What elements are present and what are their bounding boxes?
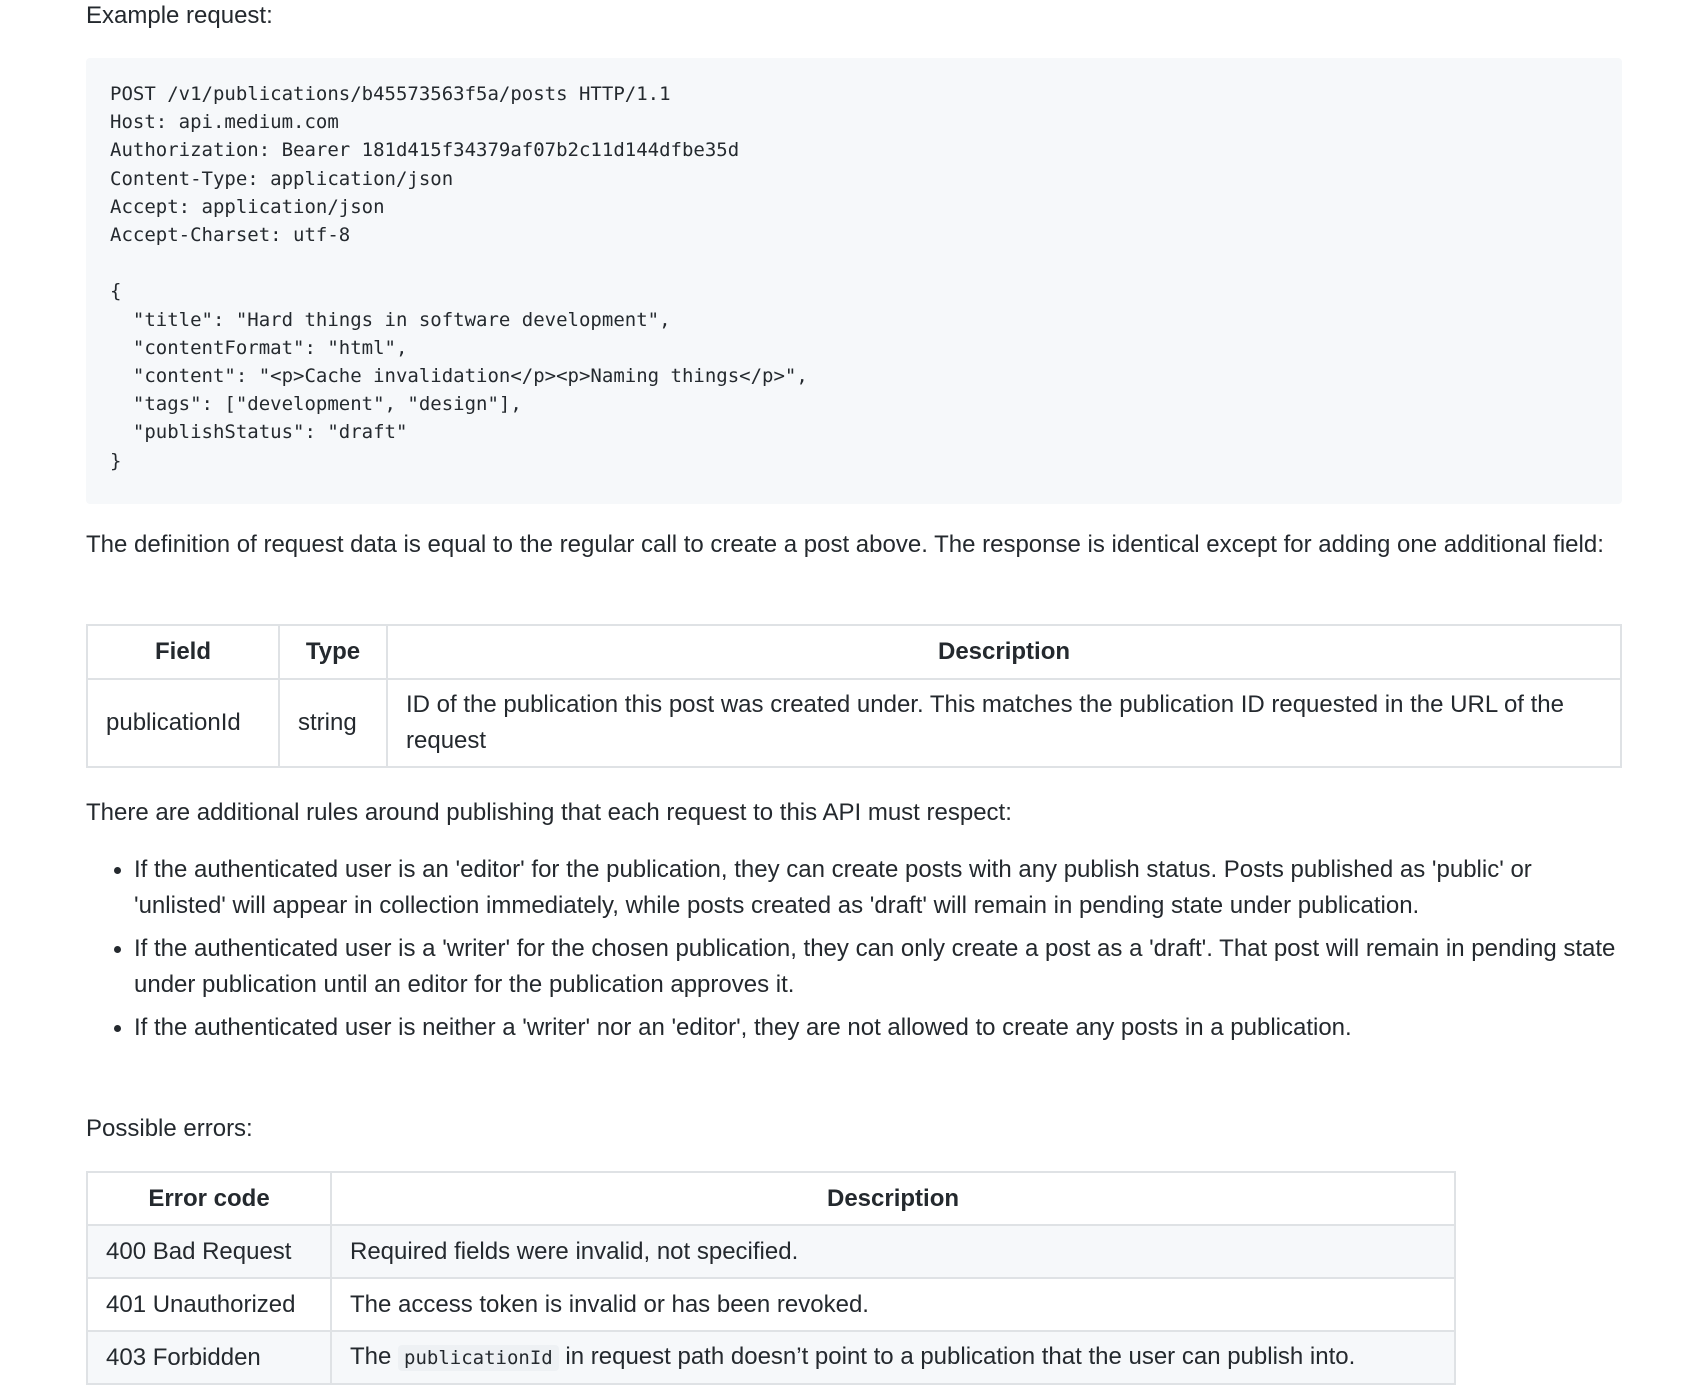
- code-text: POST /v1/publications/b45573563f5a/posts HTTP/1.1 Host: api.medium.com Authorization: Bearer 181d415f34379af07b2c11d144dfbe35d Content-Type: application/json Accept: application/json Accept-Charset: utf-8 { "title": "Hard things in software development", "contentFormat": "html", "content": "<p>Cache invalidation</p><p>Naming things</p>", "tags": ["development", "design"], "publishStatus": "draft" }: [110, 83, 808, 472]
- cell-error-description: Required fields were invalid, not specified.: [331, 1225, 1455, 1278]
- table-row: [87, 1278, 1455, 1331]
- cell-description: ID of the publication this post was created under. This matches the publication ID requested in the URL of the request: [387, 679, 1621, 767]
- cell-error-description: The access token is invalid or has been revoked.: [331, 1278, 1455, 1331]
- inline-code-publication-id: publicationId: [398, 1345, 559, 1371]
- header-description: Description: [387, 625, 1621, 679]
- fields-table: [86, 624, 1622, 768]
- cell-error-code: 401 Unauthorized: [87, 1278, 331, 1331]
- code-block: [86, 58, 1622, 504]
- cell-error-description: [331, 1331, 1455, 1384]
- table-row: [87, 1331, 1455, 1384]
- errors-table: [86, 1171, 1456, 1385]
- fields-table-header: [87, 625, 1621, 679]
- header-type: Type: [279, 625, 387, 679]
- desc-before: The: [350, 1343, 392, 1370]
- header-error-description: Description: [331, 1172, 1455, 1225]
- rules-list: [86, 852, 1622, 1053]
- list-item: • If the authenticated user is an 'editor' for the publication, they can create posts with any publish status. Posts published as 'public' or 'unlisted' will appear in collection immediately, while posts created as 'draft' will remain in pending state under publication.: [134, 852, 1622, 924]
- table-row: [87, 1225, 1455, 1278]
- cell-error-code: 403 Forbidden: [87, 1331, 331, 1384]
- header-field: Field: [87, 625, 279, 679]
- example-request-label: Example request:: [86, 2, 273, 29]
- definition-paragraph: The definition of request data is equal to the regular call to create a post above. The response is identical except for adding one additional field:: [86, 531, 1604, 558]
- errors-label: Possible errors:: [86, 1115, 253, 1142]
- cell-error-code: 400 Bad Request: [87, 1225, 331, 1278]
- list-item: • If the authenticated user is neither a 'writer' nor an 'editor', they are not allowed to create any posts in a publication.: [134, 1010, 1622, 1046]
- table-row: [87, 679, 1621, 767]
- errors-table-header: [87, 1172, 1455, 1225]
- cell-field: publicationId: [87, 679, 279, 767]
- cell-type: string: [279, 679, 387, 767]
- rules-intro: There are additional rules around publishing that each request to this API must respect:: [86, 799, 1012, 826]
- desc-after: in request path doesn’t point to a publication that the user can publish into.: [565, 1343, 1356, 1370]
- header-error-code: Error code: [87, 1172, 331, 1225]
- list-item: • If the authenticated user is a 'writer' for the chosen publication, they can only create a post as a 'draft'. That post will remain in pending state under publication until an editor for the publication approves it.: [134, 931, 1622, 1003]
